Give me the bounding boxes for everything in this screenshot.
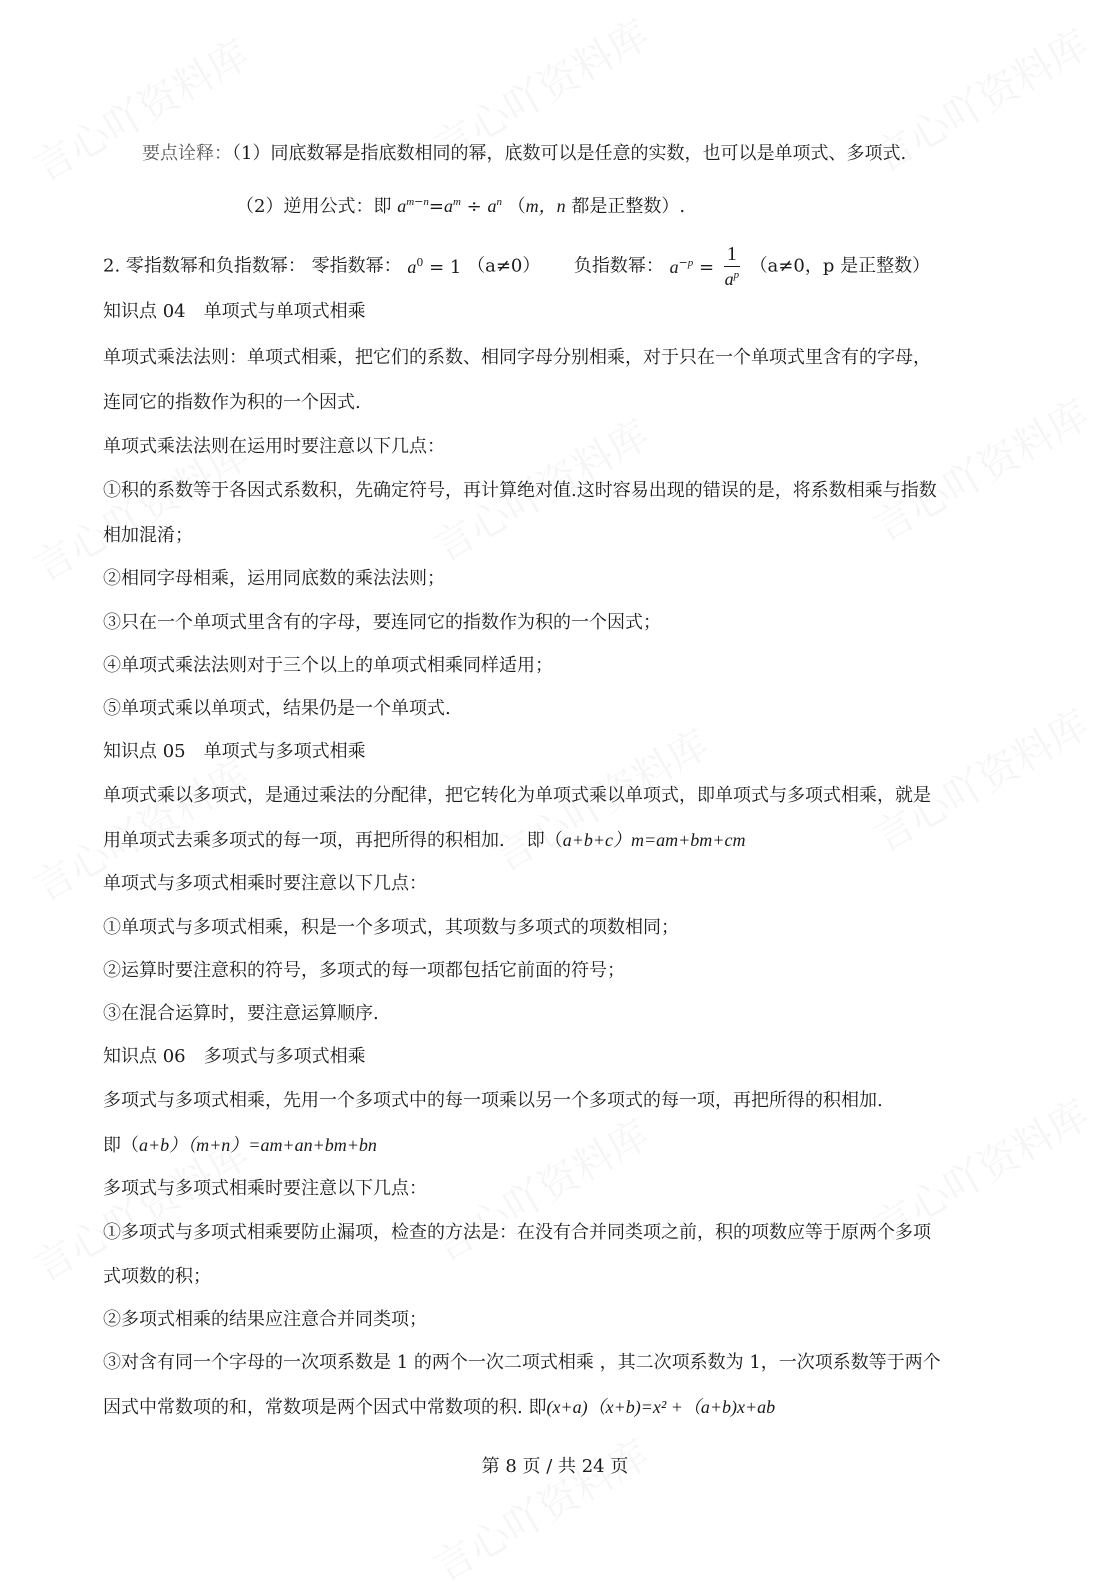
notes-item2: （2）逆用公式：即 $a^{m-n}=a^m \div a^n$ （m，n 都是正整数）. [236,195,686,217]
paragraph: 用单项式去乘多项式的每一项，再把所得的积相加. 即（a+b+c）m=am+bm+cm [103,830,746,851]
section-title-04: 知识点 04 单项式与单项式相乘 [103,301,366,322]
list-item: ②多项式相乘的结果应注意合并同类项； [103,1309,427,1330]
inverse-formula: $a^{m-n}=a^m \div a^n$ [397,195,502,217]
paragraph: 即（a+b）（m+n）=am+an+bm+bn [103,1135,377,1156]
page-number: 第 8 页 / 共 24 页 [481,1456,629,1477]
paragraph: 多项式与多项式相乘时要注意以下几点： [103,1178,427,1199]
list-item: ①积的系数等于各因式系数积，先确定符号，再计算绝对值.这时容易出现的错误的是，将系数相乘与指数 [103,480,937,501]
paragraph: 单项式乘法法则在运用时要注意以下几点： [103,436,445,457]
list-item: ①单项式与多项式相乘，积是一个多项式，其项数与多项式的项数相同； [103,917,679,938]
list-item: 因式中常数项的和，常数项是两个因式中常数项的积. 即(x+a)（x+b)=x² +（a+b)x+ab [103,1397,776,1418]
list-item: 相加混淆； [103,525,193,546]
watermark [22,24,258,193]
list-item: 式项数的积； [103,1266,211,1287]
section-title-05: 知识点 05 单项式与多项式相乘 [103,741,366,762]
paragraph: 多项式与多项式相乘，先用一个多项式中的每一项乘以另一个多项式的每一项，再把所得的积相加. [103,1090,883,1111]
list-item: ②相同字母相乘，运用同底数的乘法法则； [103,568,445,589]
paragraph: 单项式乘以多项式，是通过乘法的分配律，把它转化为单项式乘以单项式，即单项式与多项式相乘，就是 [103,785,931,806]
list-item: ③只在一个单项式里含有的字母，要连同它的指数作为积的一个因式； [103,612,661,633]
zero-formula: $a^0 = 1$ [407,255,462,278]
paragraph: 单项式乘法法则：单项式相乘，把它们的系数、相同字母分别相乘，对于只在一个单项式里含有的字母， [103,347,931,368]
watermark [862,694,1098,863]
list-item: ③对含有同一个字母的一次项系数是 1 的两个一次二项式相乘 ，其二次项系数为 1，一次项系数等于两个 [103,1352,941,1373]
watermark [862,384,1098,553]
list-item: ④单项式乘法法则对于三个以上的单项式相乘同样适用； [103,655,553,676]
zero-negative-exponent: 2. 零指数幂和负指数幂： 零指数幂： $a^0 = 1$ （a≠0） 负指数幂： $a^{-p}$ = $\frac{1}{a^p}$ （a≠0，p 是正整数） [103,243,931,289]
paragraph: 单项式与多项式相乘时要注意以下几点： [103,873,427,894]
notes-item1: 要点诠释：（1）同底数幂是指底数相同的幂，底数可以是任意的实数，也可以是单项式、多项式. [142,143,907,164]
watermark [422,1104,658,1273]
list-item: ③在混合运算时，要注意运算顺序. [103,1003,379,1024]
list-item: ②运算时要注意积的符号，多项式的每一项都包括它前面的符号； [103,960,625,981]
negative-formula: $a^{-p}$ = [669,255,715,278]
watermark [422,1424,658,1593]
section-title-06: 知识点 06 多项式与多项式相乘 [103,1046,366,1067]
paragraph: 连同它的指数作为积的一个因式. [103,392,361,413]
list-item: ①多项式与多项式相乘要防止漏项，检查的方法是：在没有合并同类项之前，积的项数应等于原两个多项 [103,1222,931,1243]
notes-heading: 要点诠释： [142,143,232,164]
fraction: $\frac{1}{a^p}$ [724,243,740,289]
list-item: ⑤单项式乘以单项式，结果仍是一个单项式. [103,698,451,719]
